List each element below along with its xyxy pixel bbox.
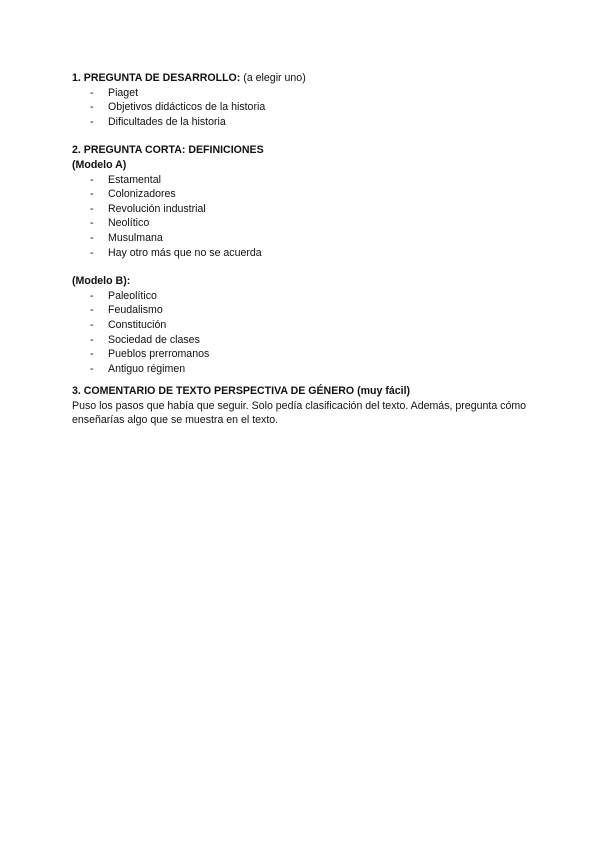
dash-marker: - [90, 289, 94, 302]
section-heading: 2. PREGUNTA CORTA: DEFINICIONES [72, 144, 264, 157]
dash-marker: - [90, 86, 94, 99]
list-item-text: Antiguo régimen [108, 362, 186, 375]
dash-marker: - [90, 348, 94, 361]
dash-marker: - [90, 101, 94, 114]
dash-marker: - [90, 304, 94, 317]
section-desarrollo [72, 71, 532, 129]
list-item [72, 173, 532, 188]
list-item-text: Sociedad de clases [108, 333, 200, 346]
list-item-text: Neolítico [108, 217, 150, 230]
list-item-text: Dificultades de la historia [108, 115, 226, 128]
section-body: Puso los pasos que había que seguir. Solo pedía clasificación del texto. Además, pregunta cómo enseñarías algo que se muestra en el texto. [72, 399, 527, 427]
dash-marker: - [90, 231, 94, 244]
document-page [72, 71, 532, 428]
heading-note: (a elegir uno) [243, 72, 306, 84]
model-a-label: (Modelo A) [72, 158, 127, 171]
section-comentario [72, 384, 532, 428]
dash-marker: - [90, 188, 94, 201]
model-b-list [72, 289, 532, 377]
dash-marker: - [90, 115, 94, 128]
model-b-label: (Modelo B): [72, 275, 131, 288]
dash-marker: - [90, 333, 94, 346]
list-item-text: Feudalismo [108, 304, 163, 317]
dash-marker: - [90, 362, 94, 375]
dash-marker: - [90, 202, 94, 215]
section-heading [72, 71, 532, 86]
list-item [72, 347, 532, 362]
section-definiciones [72, 143, 532, 376]
list-item-text: Objetivos didácticos de la historia [108, 101, 266, 114]
list-item [72, 202, 532, 217]
section-heading: 3. COMENTARIO DE TEXTO PERSPECTIVA DE GÉNERO (muy fácil) [72, 385, 411, 398]
list-item [72, 333, 532, 348]
list-item [72, 100, 532, 115]
list-item [72, 318, 532, 333]
list-item-text: Estamental [108, 173, 161, 186]
model-a-list [72, 173, 532, 261]
list-item [72, 187, 532, 202]
list-item-text: Paleolítico [108, 289, 157, 302]
dash-marker: - [90, 246, 94, 259]
list-item [72, 115, 532, 130]
list-item [72, 86, 532, 101]
topic-list [72, 86, 532, 130]
dash-marker: - [90, 318, 94, 331]
list-item [72, 289, 532, 304]
list-item [72, 231, 532, 246]
list-item [72, 362, 532, 377]
dash-marker: - [90, 217, 94, 230]
list-item-text: Musulmana [108, 231, 163, 244]
list-item-text: Hay otro más que no se acuerda [108, 246, 262, 259]
list-item [72, 216, 532, 231]
heading-text: 1. PREGUNTA DE DESARROLLO: [72, 72, 241, 84]
list-item [72, 303, 532, 318]
list-item-text: Pueblos prerromanos [108, 348, 210, 361]
list-item-text: Colonizadores [108, 188, 176, 201]
dash-marker: - [90, 173, 94, 186]
list-item [72, 246, 532, 261]
list-item-text: Constitución [108, 318, 167, 331]
list-item-text: Piaget [108, 86, 139, 99]
list-item-text: Revolución industrial [108, 202, 206, 215]
